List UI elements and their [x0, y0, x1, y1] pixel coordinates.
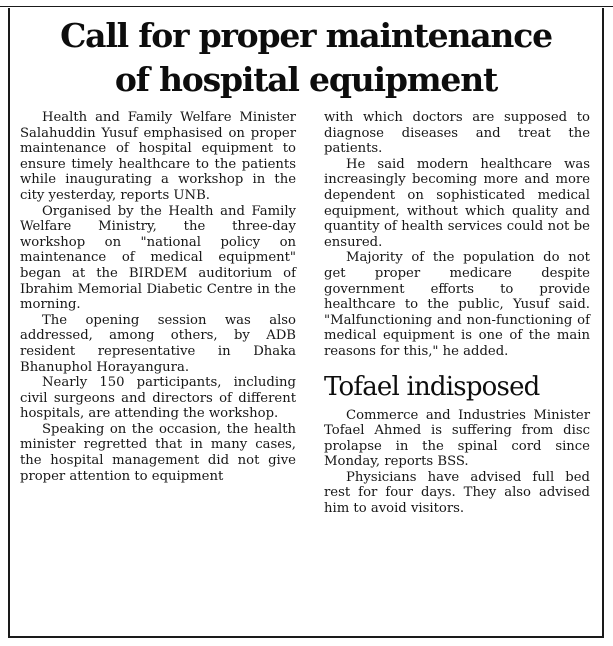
article-paragraph: The opening session was also addressed, among others, by ADB resident representative in Dhaka Bhanuphol Horayangura.	[20, 312, 296, 375]
article-paragraph: Speaking on the occasion, the health minister regretted that in many cases, the hospital management did not give proper attention to equipment	[20, 421, 296, 484]
headline-line-1: Call for proper maintenance	[60, 16, 552, 55]
article-paragraph-continued: with which doctors are supposed to diagnose diseases and treat the patients.	[324, 110, 590, 157]
article-column-right	[324, 110, 590, 517]
top-rule	[0, 0, 613, 7]
article-paragraph: Health and Family Welfare Minister Salahuddin Yusuf emphasised on proper maintenance of hospital equipment to ensure timely healthcare to the patients while inaugurating a workshop in the city yesterday, reports UNB.	[20, 110, 296, 203]
brief-paragraph: Commerce and Industries Minister Tofael Ahmed is suffering from disc prolapse in the spinal cord since Monday, reports BSS.	[324, 407, 590, 470]
article-column-left	[20, 110, 296, 484]
headline-line-2: of hospital equipment	[114, 60, 498, 99]
brief-paragraph: Physicians have advised full bed rest for four days. They also advised him to avoid visitors.	[324, 469, 590, 517]
brief-headline: Tofael indisposed	[324, 371, 540, 402]
article-paragraph: Majority of the population do not get proper medicare despite government efforts to provide healthcare to the public, Yusuf said. "Malfunctioning and non-functioning of medical equipment is one of the main reasons for this," he added.	[324, 250, 590, 359]
article-paragraph: He said modern healthcare was increasingly becoming more and more dependent on sophisticated medical equipment, without which quality and quantity of health services could not be ensured.	[324, 156, 590, 250]
article-paragraph: Nearly 150 participants, including civil surgeons and directors of different hospitals, are attending the workshop.	[20, 375, 296, 422]
article-paragraph: Organised by the Health and Family Welfare Ministry, the three-day workshop on "national policy on maintenance of medical equipment" began at the BIRDEM auditorium of Ibrahim Memorial Diabetic Centre in the morning.	[20, 203, 296, 313]
